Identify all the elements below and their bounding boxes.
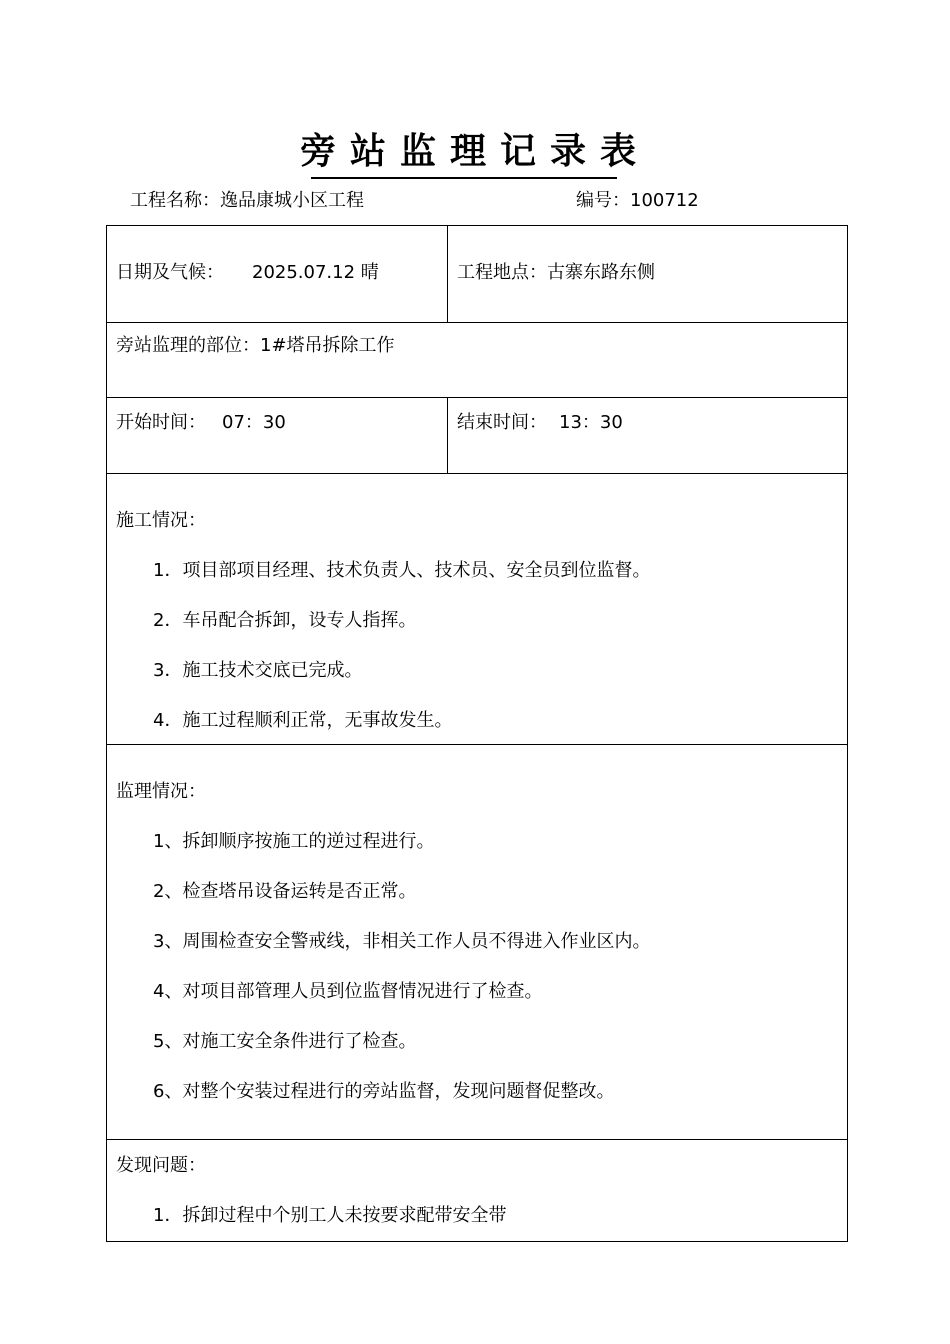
- issue-item: 1．拆卸过程中个别工人未按要求配带安全带: [153, 1205, 507, 1226]
- supervision-item: 2、检查塔吊设备运转是否正常。: [153, 881, 417, 902]
- date-value: 2025.07.12 晴: [252, 262, 379, 283]
- end-label: 结束时间：: [457, 412, 547, 433]
- construction-title: 施工情况：: [116, 510, 206, 531]
- supervision-item: 3、周围检查安全警戒线，非相关工作人员不得进入作业区内。: [153, 931, 651, 952]
- end-time-cell: [448, 398, 847, 473]
- supervision-item: 1、拆卸顺序按施工的逆过程进行。: [153, 831, 435, 852]
- position-cell: 旁站监理的部位：1#塔吊拆除工作: [116, 335, 395, 356]
- page-title: 旁站监理记录表: [299, 131, 650, 172]
- supervision-item: 6、对整个安装过程进行的旁站监督，发现问题督促整改。: [153, 1081, 615, 1102]
- date-weather-cell: [107, 226, 448, 322]
- supervision-title: 监理情况：: [116, 781, 206, 802]
- supervision-item: 4、对项目部管理人员到位监督情况进行了检查。: [153, 981, 543, 1002]
- start-time-cell: [107, 398, 448, 473]
- start-label: 开始时间：: [116, 412, 206, 433]
- construction-section: [107, 474, 847, 745]
- construction-item: 1．项目部项目经理、技术负责人、技术员、安全员到位监督。: [153, 560, 651, 581]
- supervision-section: [107, 745, 847, 1140]
- project-name: 工程名称：逸品康城小区工程: [130, 190, 364, 211]
- construction-item: 3．施工技术交底已完成。: [153, 660, 363, 681]
- construction-item: 2．车吊配合拆卸，设专人指挥。: [153, 610, 417, 631]
- end-value: 13：30: [559, 412, 623, 433]
- position-row: [107, 323, 847, 398]
- issues-title: 发现问题：: [116, 1155, 206, 1176]
- start-value: 07：30: [222, 412, 286, 433]
- supervision-item: 5、对施工安全条件进行了检查。: [153, 1031, 417, 1052]
- issues-section: [107, 1140, 847, 1241]
- construction-item: 4．施工过程顺利正常，无事故发生。: [153, 710, 453, 731]
- record-code: 编号：100712: [576, 190, 699, 211]
- record-form: [106, 225, 848, 1242]
- title-underline: [311, 177, 617, 179]
- time-row: [107, 398, 847, 474]
- date-label: 日期及气候：: [116, 262, 224, 283]
- location-cell: 工程地点：古寨东路东侧: [457, 262, 655, 283]
- date-location-row: [107, 226, 847, 323]
